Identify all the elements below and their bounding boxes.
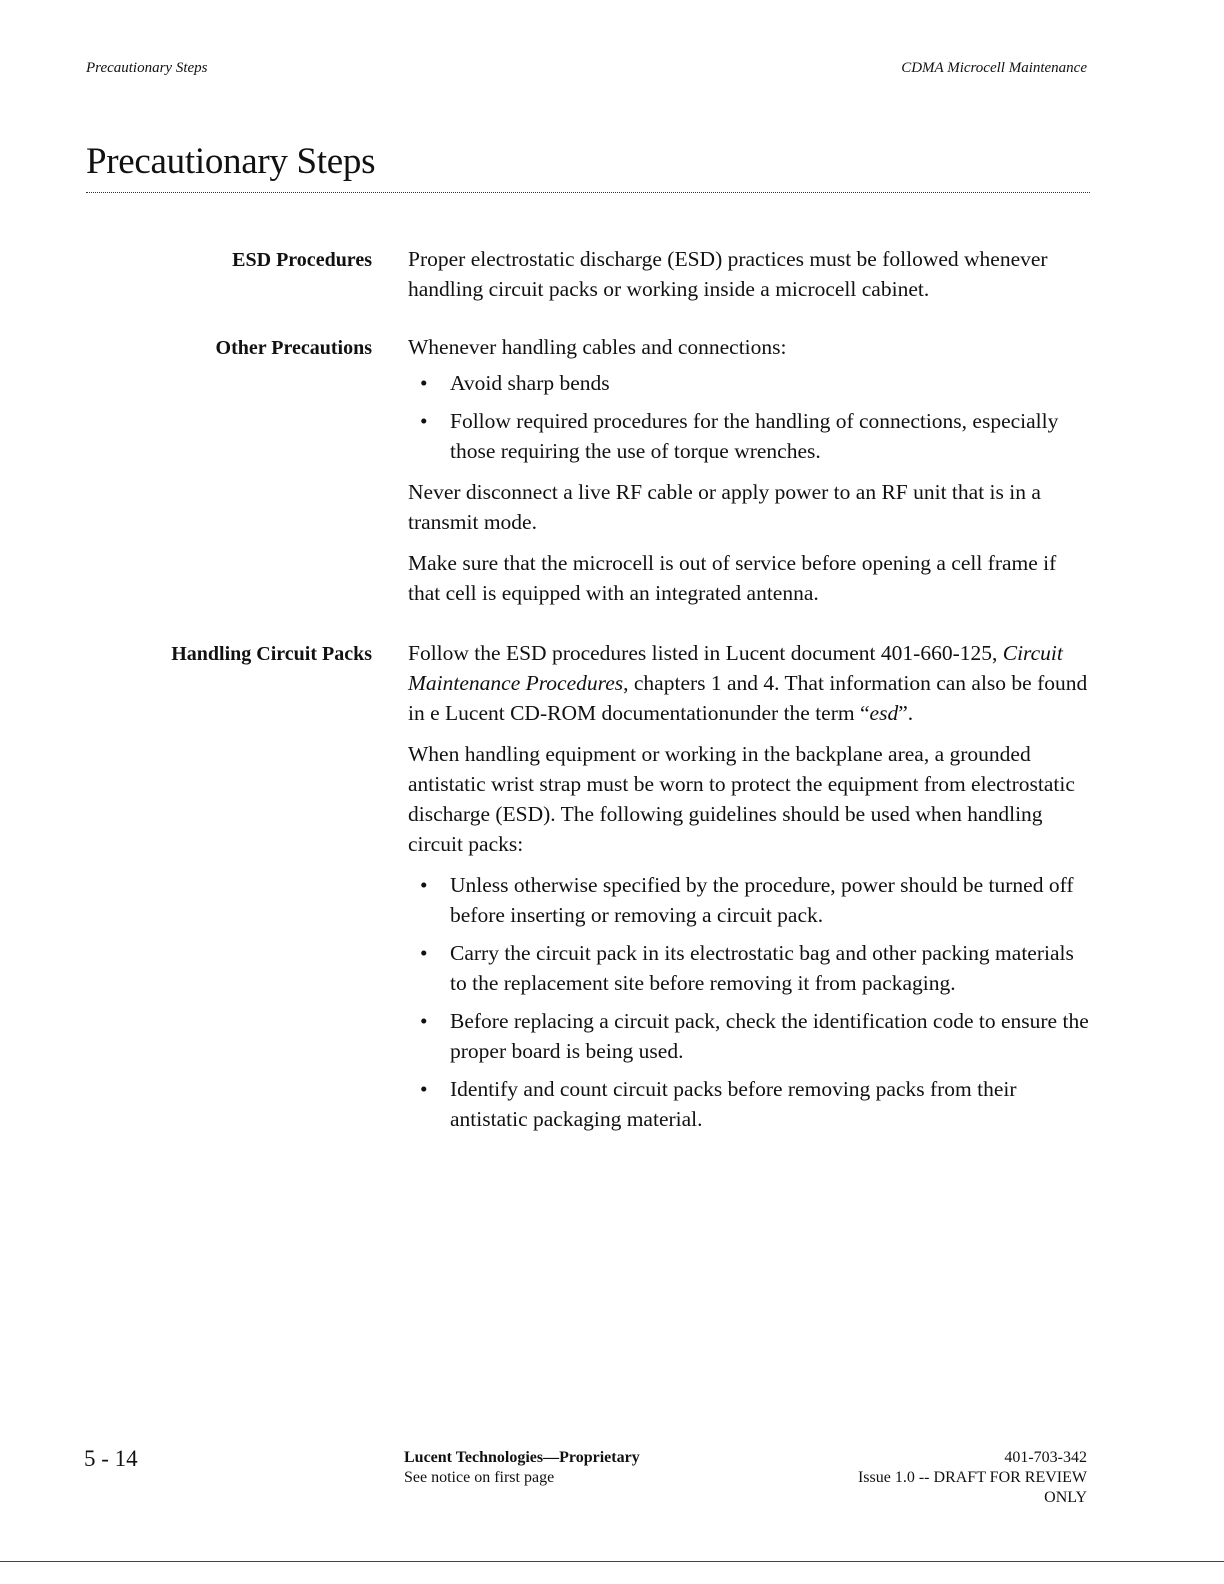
list-item-text: Unless otherwise specified by the procedure, power should be turned off before inserting or removing a circuit pack. — [450, 873, 1074, 927]
bullet-icon: • — [420, 1077, 428, 1101]
list-item — [408, 406, 1090, 466]
section-label: Handling Circuit Packs — [171, 643, 372, 665]
list-item-text: Follow required procedures for the handling of connections, especially those requiring the use of torque wrenches. — [450, 409, 1059, 463]
footer-document-info — [858, 1448, 1087, 1508]
paragraph: Proper electrostatic discharge (ESD) practices must be followed whenever handling circuit packs or working inside a microcell cabinet. — [408, 247, 1048, 301]
document-title-reference: Circuit Maintenance Procedures — [408, 641, 1063, 695]
list-item — [408, 1006, 1090, 1066]
section-body — [408, 244, 1090, 315]
bullet-list — [408, 870, 1090, 1134]
bottom-divider — [0, 1561, 1224, 1562]
search-term: esd — [869, 701, 899, 725]
list-item — [408, 1074, 1090, 1134]
footer-company: Lucent Technologies—Proprietary — [404, 1449, 640, 1466]
page-title: Precautionary Steps — [86, 141, 376, 182]
list-item — [408, 938, 1090, 998]
title-divider — [86, 192, 1090, 193]
footer-proprietary-notice — [404, 1448, 640, 1488]
header-document-title: CDMA Microcell Maintenance — [901, 60, 1087, 76]
list-item — [408, 368, 1090, 398]
footer-issue-continued: ONLY — [1044, 1489, 1087, 1506]
quote-open: “ — [859, 701, 870, 725]
paragraph: Never disconnect a live RF cable or apply power to an RF unit that is in a transmit mode. — [408, 480, 1041, 534]
list-item-text: Carry the circuit pack in its electrostatic bag and other packing materials to the replacement site before removing it from packaging. — [450, 941, 1074, 995]
paragraph: When handling equipment or working in the backplane area, a grounded antistatic wrist strap must be worn to protect the equipment from electrostatic discharge (ESD). The following guidelines should be used when handling circuit packs: — [408, 742, 1075, 856]
footer-doc-number: 401-703-342 — [1004, 1449, 1087, 1466]
bullet-icon: • — [420, 1009, 428, 1033]
section-label: ESD Procedures — [232, 249, 372, 271]
text-run: , chapters 1 and 4. That information can also be found in e Lucent CD-ROM documentationunder the term — [408, 671, 1088, 725]
paragraph: Whenever handling cables and connections: — [408, 335, 787, 359]
bullet-icon: • — [420, 873, 428, 897]
paragraph: Make sure that the microcell is out of service before opening a cell frame if that cell is equipped with an integrated antenna. — [408, 551, 1057, 605]
list-item-text: Avoid sharp bends — [450, 371, 610, 395]
section-label: Other Precautions — [215, 337, 372, 359]
section-body — [408, 638, 1090, 1145]
bullet-list — [408, 368, 1090, 466]
page-number: 5 - 14 — [84, 1446, 138, 1471]
section-body — [408, 332, 1090, 619]
running-header — [86, 60, 1087, 80]
quote-close: ”. — [898, 701, 914, 725]
bullet-icon: • — [420, 409, 428, 433]
list-item-text: Identify and count circuit packs before removing packs from their antistatic packaging material. — [450, 1077, 1017, 1131]
header-section-title: Precautionary Steps — [86, 60, 208, 76]
list-item-text: Before replacing a circuit pack, check the identification code to ensure the proper board is being used. — [450, 1009, 1089, 1063]
paragraph — [408, 638, 1090, 728]
list-item — [408, 870, 1090, 930]
footer-notice: See notice on first page — [404, 1469, 555, 1486]
bullet-icon: • — [420, 371, 428, 395]
text-run: Follow the ESD procedures listed in Lucent document 401-660-125, — [408, 641, 1003, 665]
footer-issue: Issue 1.0 -- DRAFT FOR REVIEW — [857, 1469, 1087, 1486]
bullet-icon: • — [420, 941, 428, 965]
